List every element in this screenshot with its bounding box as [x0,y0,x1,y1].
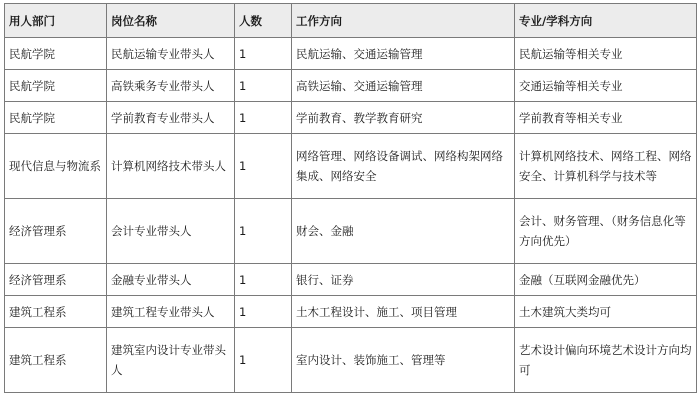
cell-work-direction: 室内设计、装饰施工、管理等 [292,328,515,393]
cell-position: 金融专业带头人 [107,264,235,296]
table-row [5,296,697,328]
cell-work-direction: 财会、金融 [292,199,515,264]
cell-position: 民航运输专业带头人 [107,38,235,70]
cell-department: 现代信息与物流系 [5,134,107,199]
table-row [5,38,697,70]
table-row [5,134,697,199]
cell-headcount: 1 [235,38,292,70]
cell-position: 建筑室内设计专业带头人 [107,328,235,393]
cell-position: 会计专业带头人 [107,199,235,264]
cell-work-direction: 土木工程设计、施工、项目管理 [292,296,515,328]
header-work-direction: 工作方向 [292,4,515,38]
cell-major: 交通运输等相关专业 [515,70,697,102]
cell-department: 民航学院 [5,38,107,70]
cell-department: 民航学院 [5,70,107,102]
cell-major: 会计、财务管理、（财务信息化等方向优先） [515,199,697,264]
cell-work-direction: 网络管理、网络设备调试、网络构架网络集成、网络安全 [292,134,515,199]
cell-position: 计算机网络技术带头人 [107,134,235,199]
cell-work-direction: 民航运输、交通运输管理 [292,38,515,70]
cell-position: 学前教育专业带头人 [107,102,235,134]
cell-work-direction: 高铁运输、交通运输管理 [292,70,515,102]
cell-department: 建筑工程系 [5,296,107,328]
cell-major: 计算机网络技术、网络工程、网络安全、计算机科学与技术等 [515,134,697,199]
cell-work-direction: 银行、证券 [292,264,515,296]
header-department: 用人部门 [5,4,107,38]
table-row [5,199,697,264]
recruitment-table-container [4,3,697,393]
header-major: 专业/学科方向 [515,4,697,38]
table-row [5,70,697,102]
cell-major: 民航运输等相关专业 [515,38,697,70]
cell-department: 经济管理系 [5,199,107,264]
table-row [5,102,697,134]
cell-headcount: 1 [235,102,292,134]
cell-headcount: 1 [235,70,292,102]
cell-headcount: 1 [235,134,292,199]
cell-headcount: 1 [235,199,292,264]
cell-work-direction: 学前教育、教学教育研究 [292,102,515,134]
recruitment-table [4,3,697,393]
cell-major: 金融（互联网金融优先） [515,264,697,296]
cell-position: 高铁乘务专业带头人 [107,70,235,102]
cell-department: 民航学院 [5,102,107,134]
cell-headcount: 1 [235,264,292,296]
table-row [5,264,697,296]
cell-department: 经济管理系 [5,264,107,296]
cell-department: 建筑工程系 [5,328,107,393]
cell-major: 土木建筑大类均可 [515,296,697,328]
cell-headcount: 1 [235,296,292,328]
cell-position: 建筑工程专业带头人 [107,296,235,328]
header-headcount: 人数 [235,4,292,38]
cell-major: 艺术设计偏向环境艺术设计方向均可 [515,328,697,393]
table-header-row [5,4,697,38]
cell-major: 学前教育等相关专业 [515,102,697,134]
cell-headcount: 1 [235,328,292,393]
table-row [5,328,697,393]
header-position: 岗位名称 [107,4,235,38]
